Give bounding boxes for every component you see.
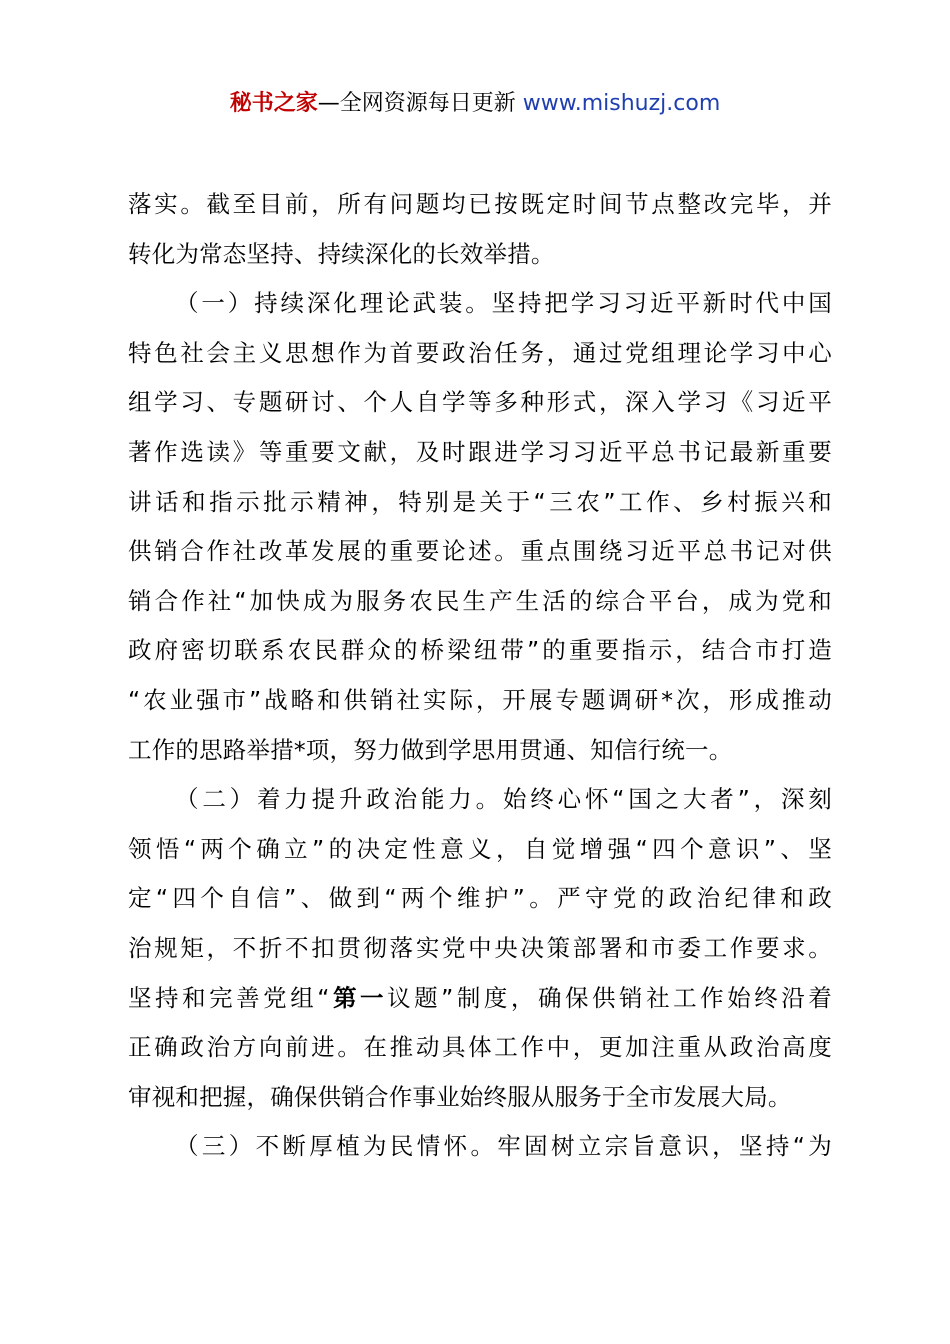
text-line: 组学习、专题研讨、个人自学等多种形式，深入学习《习近平 [128, 388, 832, 417]
text-segment: 坚持和完善党组“ [128, 983, 330, 1012]
text-line: 著作选读》等重要文献，及时跟进学习习近平总书记最新重要 [128, 437, 832, 466]
text-line: 审视和把握，确保供销合作事业始终服从服务于全市发展大局。 [128, 1082, 792, 1111]
text-line: 特色社会主义思想作为首要政治任务，通过党组理论学习中心 [128, 338, 832, 367]
paragraph-2-heading-line: （二）着力提升政治能力。始终心怀“国之大者”，深刻 [175, 785, 832, 814]
text-line: “农业强市”战略和供销社实际，开展专题调研*次，形成推动 [128, 685, 832, 714]
text-line: 工作的思路举措*项，努力做到学思用贯通、知信行统一。 [128, 735, 733, 764]
text-line: 治规矩，不折不扣贯彻落实党中央决策部署和市委工作要求。 [128, 933, 832, 962]
text-line: 供销合作社改革发展的重要论述。重点围绕习近平总书记对供 [128, 537, 832, 566]
text-line: 讲话和指示批示精神，特别是关于“三农”工作、乡村振兴和 [128, 487, 832, 516]
site-brand: 秘书之家 [229, 91, 318, 116]
paragraph-1-heading-line: （一）持续深化理论武装。坚持把学习习近平新时代中国 [175, 289, 832, 318]
site-tagline: —全网资源每日更新 [317, 91, 516, 116]
text-line: 定“四个自信”、做到“两个维护”。严守党的政治纪律和政 [128, 884, 832, 913]
text-line: 销合作社“加快成为服务农民生产生活的综合平台，成为党和 [128, 586, 832, 615]
site-url-link[interactable]: www.mishuzj.com [522, 91, 721, 116]
text-line-with-bold [128, 974, 832, 1024]
site-header [0, 86, 950, 122]
document-body [128, 180, 832, 1172]
text-line: 政府密切联系农民群众的桥梁纽带”的重要指示，结合市打造 [128, 636, 832, 665]
text-line: 领悟“两个确立”的决定性意义，自觉增强“四个意识”、坚 [128, 834, 832, 863]
bold-text-segment: 第一 [329, 983, 388, 1012]
text-line: 转化为常态坚持、持续深化的长效举措。 [128, 239, 555, 268]
paragraph-3-heading-line: （三）不断厚植为民情怀。牢固树立宗旨意识，坚持“为 [175, 1132, 832, 1161]
text-line: 正确政治方向前进。在推动具体工作中，更加注重从政治高度 [128, 1033, 832, 1062]
text-segment: 议题”制度，确保供销社工作始终沿着 [387, 983, 833, 1012]
text-line: 落实。截至目前，所有问题均已按既定时间节点整改完毕，并 [128, 190, 832, 218]
